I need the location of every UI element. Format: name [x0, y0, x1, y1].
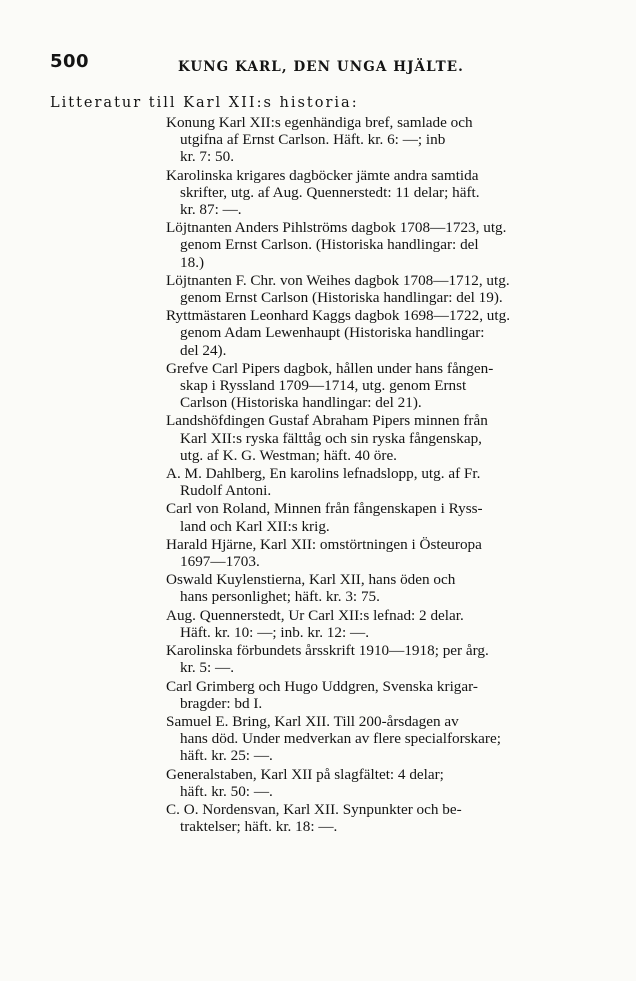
entry-line: genom Adam Lewenhaupt (Historiska handlingar:	[180, 324, 485, 342]
bibliography-entry	[166, 713, 596, 765]
entry-line: kr. 7: 50.	[180, 148, 235, 166]
entry-line: Karolinska krigares dagböcker jämte andra samtida	[166, 166, 479, 184]
section-heading: Litteratur till Karl XII:s historia:	[50, 95, 359, 111]
entry-line: kr. 5: —.	[180, 659, 235, 677]
entry-line: häft. kr. 25: —.	[180, 747, 273, 765]
entry-line: 1697—1703.	[180, 553, 260, 571]
bibliography-entry	[166, 801, 596, 835]
entry-line: Grefve Carl Pipers dagbok, hållen under hans fången-	[166, 359, 494, 377]
entry-line: Landshöfdingen Gustaf Abraham Pipers minnen från	[166, 412, 488, 430]
entry-line: Karolinska förbundets årsskrift 1910—1918; per årg.	[166, 642, 489, 660]
entry-line: Oswald Kuylenstierna, Karl XII, hans öden och	[166, 571, 456, 589]
bibliography-entry	[166, 219, 596, 271]
page-number: 500	[50, 51, 90, 72]
entry-line: land och Karl XII:s krig.	[180, 517, 330, 535]
bibliography-entry	[166, 360, 596, 412]
entry-line: Carl Grimberg och Hugo Uddgren, Svenska krigar-	[166, 677, 478, 695]
entry-line: Harald Hjärne, Karl XII: omstörtningen i Östeuropa	[166, 535, 482, 553]
bibliography-entry	[166, 114, 596, 166]
bibliography-list	[166, 114, 596, 836]
bibliography-entry	[166, 766, 596, 800]
bibliography-entry	[166, 678, 596, 712]
entry-line: hans personlighet; häft. kr. 3: 75.	[180, 588, 380, 606]
entry-line: Löjtnanten F. Chr. von Weihes dagbok 1708—1712, utg.	[166, 271, 510, 289]
entry-line: traktelser; häft. kr. 18: —.	[180, 818, 338, 836]
running-head: KUNG KARL, DEN UNGA HJÄLTE.	[178, 59, 464, 75]
bibliography-entry	[166, 642, 596, 676]
entry-line: genom Ernst Carlson. (Historiska handlingar: del	[180, 236, 479, 254]
entry-line: Carlson (Historiska handlingar: del 21).	[180, 394, 422, 412]
entry-line: Löjtnanten Anders Pihlströms dagbok 1708—1723, utg.	[166, 219, 507, 237]
bibliography-entry	[166, 307, 596, 359]
entry-line: Karl XII:s ryska fälttåg och sin ryska fångenskap,	[180, 429, 482, 447]
entry-line: del 24).	[180, 341, 227, 359]
entry-line: Ryttmästaren Leonhard Kaggs dagbok 1698—1722, utg.	[166, 307, 511, 325]
entry-line: Konung Karl XII:s egenhändiga bref, samlade och	[166, 114, 473, 131]
entry-line: Generalstaben, Karl XII på slagfältet: 4 delar;	[166, 765, 444, 783]
entry-line: häft. kr. 50: —.	[180, 782, 273, 800]
entry-line: Carl von Roland, Minnen från fångenskapen i Ryss-	[166, 500, 483, 518]
entry-line: utg. af K. G. Westman; häft. 40 öre.	[180, 446, 397, 464]
entry-line: C. O. Nordensvan, Karl XII. Synpunkter och be-	[166, 800, 462, 818]
entry-line: kr. 87: —.	[180, 201, 242, 219]
entry-line: Häft. kr. 10: —; inb. kr. 12: —.	[180, 623, 369, 641]
entry-line: 18.)	[180, 253, 205, 271]
bibliography-entry	[166, 272, 596, 306]
entry-line: skap i Ryssland 1709—1714, utg. genom Ernst	[180, 377, 467, 395]
entry-line: skrifter, utg. af Aug. Quennerstedt: 11 delar; häft.	[180, 183, 480, 201]
entry-line: Rudolf Antoni.	[180, 482, 272, 500]
entry-line: hans död. Under medverkan av flere specialforskare;	[180, 730, 501, 748]
bibliography-entry	[166, 412, 596, 464]
entry-line: Aug. Quennerstedt, Ur Carl XII:s lefnad: 2 delar.	[166, 606, 464, 624]
bibliography-entry	[166, 167, 596, 219]
bibliography-entry	[166, 607, 596, 641]
bibliography-entry	[166, 536, 596, 570]
bibliography-entry	[166, 465, 596, 499]
entry-line: A. M. Dahlberg, En karolins lefnadslopp, utg. af Fr.	[166, 465, 481, 483]
entry-line: genom Ernst Carlson (Historiska handlingar: del 19).	[180, 289, 503, 307]
entry-line: Samuel E. Bring, Karl XII. Till 200-årsdagen av	[166, 712, 459, 730]
entry-line: bragder: bd I.	[180, 694, 263, 712]
entry-line: utgifna af Ernst Carlson. Häft. kr. 6: —; inb	[180, 131, 446, 149]
bibliography-entry	[166, 571, 596, 605]
bibliography-entry	[166, 500, 596, 534]
